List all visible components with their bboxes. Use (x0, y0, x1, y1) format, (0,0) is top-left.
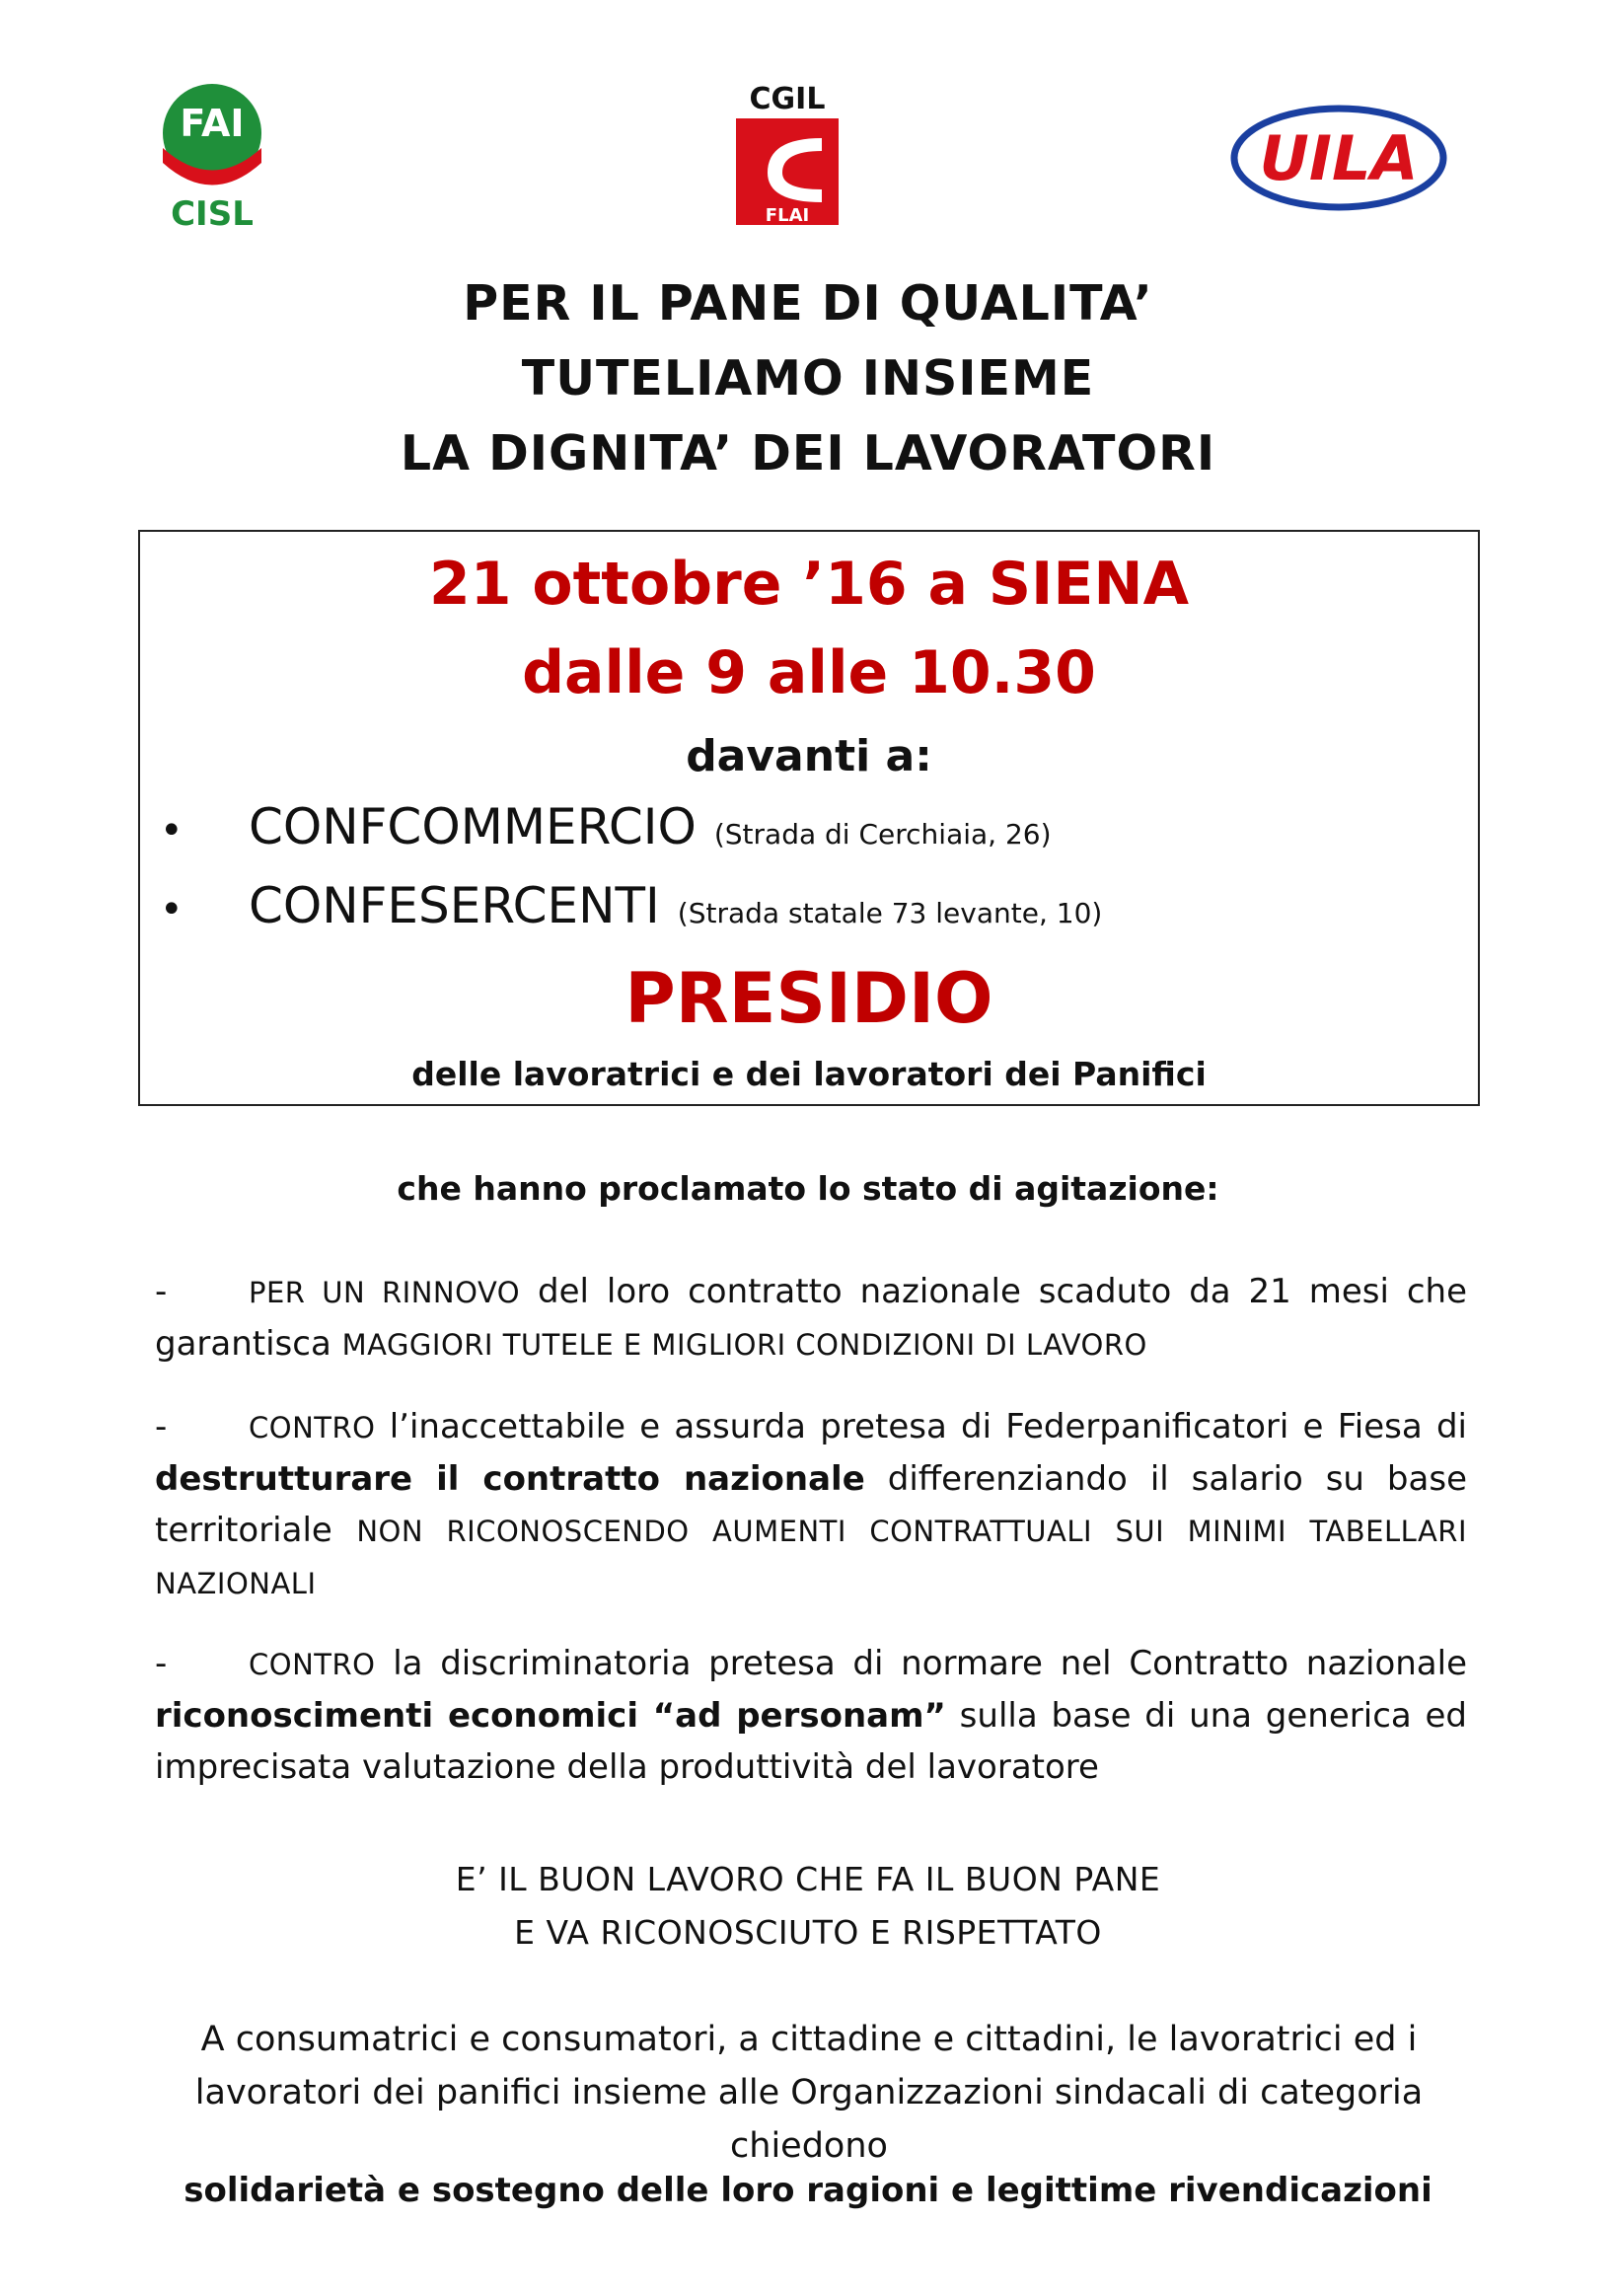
slogan (0, 1853, 1616, 1960)
heading-line-3: LA DIGNITA’ DEI LAVORATORI (400, 425, 1216, 481)
bullet-icon: • (160, 807, 184, 853)
location-name: CONFCOMMERCIO (249, 798, 697, 855)
location-address: (Strada di Cerchiaia, 26) (713, 818, 1052, 851)
final-statement: solidarietà e sostegno delle loro ragioni e legittime rivendicazioni (184, 2171, 1432, 2210)
location-item (160, 877, 1102, 934)
uila-logo-text: UILA (1259, 122, 1419, 194)
bullet-icon: • (160, 886, 184, 932)
logo-bar (0, 69, 1616, 237)
davanti-label: davanti a: (686, 731, 932, 781)
dash-marker: - (155, 1407, 168, 1446)
dash-marker: - (155, 1644, 168, 1683)
demand-paragraph-3: - CONTRO la discriminatoria pretesa di normare nel Contratto nazionale riconoscimenti economici “ad personam” sulla base di una generica ed imprecisata valutazione della produttività del lavoratore (155, 1638, 1467, 1793)
location-item (160, 798, 1052, 855)
location-name: CONFESERCENTI (249, 877, 660, 934)
event-date: 21 ottobre ’16 a SIENA (428, 550, 1190, 619)
appeal-line-1: A consumatrici e consumatori, a cittadine e cittadini, le lavoratrici ed i lavoratori dei panifici insieme alle Organizzazioni sindacali di categoria (194, 2020, 1424, 2112)
event-time: dalle 9 alle 10.30 (522, 638, 1096, 707)
uila-logo (1228, 99, 1450, 217)
heading-line-2: TUTELIAMO INSIEME (521, 350, 1095, 407)
intro-text: che hanno proclamato lo stato di agitazione: (397, 1169, 1219, 1208)
heading-line-1: PER IL PANE DI QUALITA’ (463, 275, 1153, 332)
cgil-logo-text: CGIL (749, 82, 826, 116)
appeal-text (158, 2013, 1460, 2173)
slogan-line-2: E VA RICONOSCIUTO E RISPETTATO (514, 1913, 1102, 1952)
demand-paragraph-1: - PER UN RINNOVO del loro contratto nazionale scaduto da 21 mesi che garantisca MAGGIORI TUTELE E MIGLIORI CONDIZIONI DI LAVORO (155, 1266, 1467, 1370)
dash-marker: - (155, 1272, 168, 1311)
presidio-subtitle: delle lavoratrici e dei lavoratori dei Panifici (411, 1055, 1207, 1093)
fai-cisl-logo (148, 79, 276, 232)
presidio-title: PRESIDIO (624, 958, 993, 1039)
event-box (138, 530, 1480, 1106)
cisl-logo-text: CISL (171, 194, 254, 232)
flai-logo-text: FLAI (765, 205, 810, 226)
cgil-flai-logo (728, 79, 846, 232)
location-address: (Strada statale 73 levante, 10) (677, 897, 1103, 929)
demand-paragraph-2: - CONTRO l’inaccettabile e assurda pretesa di Federpanificatori e Fiesa di destrutturare il contratto nazionale differenziando il salario su base territoriale NON RICONOSCENDO AUMENTI CONTRATTUALI SUI MINIMI TABELLARI NAZIONALI (155, 1401, 1467, 1609)
main-heading (0, 266, 1616, 491)
appeal-line-2: chiedono (730, 2126, 888, 2166)
fai-logo-text: FAI (180, 102, 245, 145)
slogan-line-1: E’ IL BUON LAVORO CHE FA IL BUON PANE (455, 1860, 1161, 1898)
